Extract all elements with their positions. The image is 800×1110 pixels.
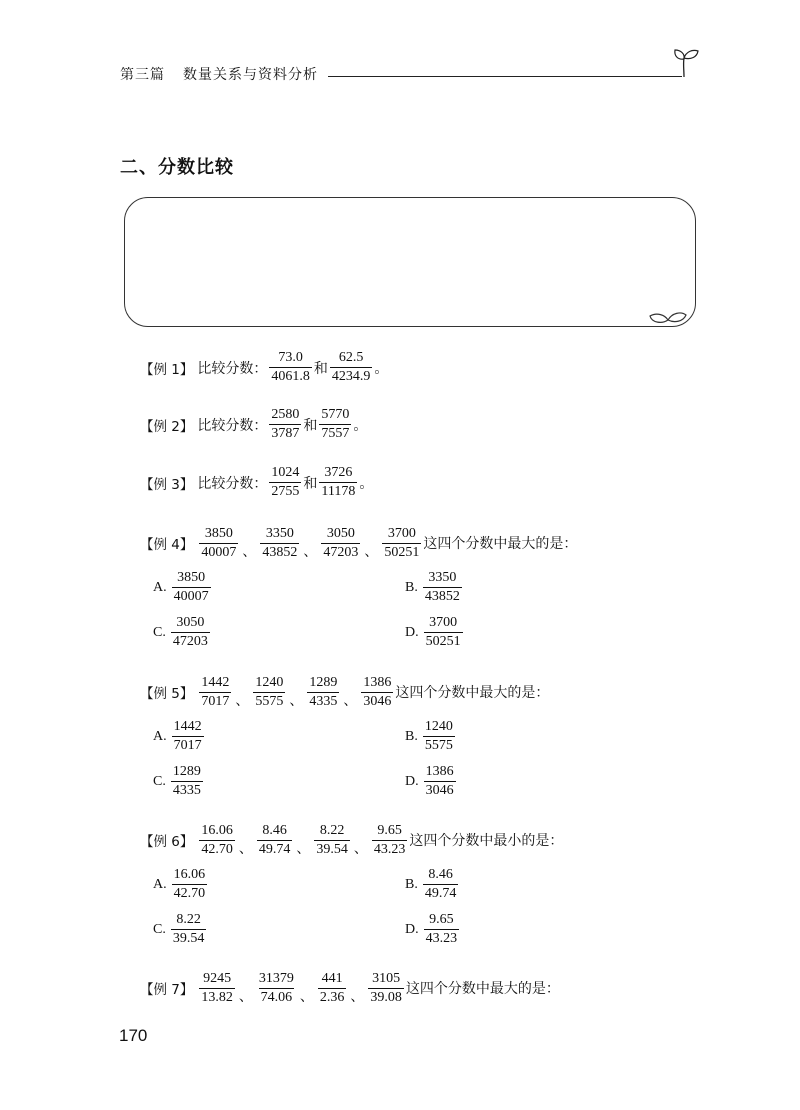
- option-label: B.: [405, 876, 418, 892]
- fraction: [423, 570, 462, 605]
- numerator: 31379: [258, 970, 294, 986]
- example-3: [140, 465, 373, 500]
- sprout-icon: [672, 46, 700, 78]
- joiner: 、: [364, 544, 379, 560]
- example-4: [140, 525, 577, 561]
- suffix: 。: [353, 417, 368, 434]
- option-label: D.: [405, 624, 419, 640]
- joiner: 、: [238, 989, 253, 1005]
- denominator: 39.54: [172, 931, 205, 946]
- numerator: 3050: [326, 525, 355, 541]
- joiner: 、: [296, 841, 311, 857]
- option-label: B.: [405, 579, 418, 595]
- fraction: [199, 675, 231, 710]
- denominator: 42.70: [201, 841, 233, 857]
- numerator: 3726: [324, 465, 353, 480]
- joiner: 和: [303, 417, 318, 434]
- numerator: 8.46: [428, 867, 453, 882]
- example-tag: 【例 4】: [140, 537, 194, 553]
- header-part: 第三篇: [120, 67, 165, 83]
- example-prompt: 比较分数：: [197, 360, 268, 377]
- example-tag: 【例 6】: [140, 834, 194, 850]
- fraction: [424, 764, 456, 799]
- numerator: 3350: [265, 525, 294, 541]
- denominator: 43.23: [425, 931, 458, 946]
- fraction: [321, 526, 360, 561]
- denominator: 5575: [255, 693, 284, 709]
- example-2: [140, 407, 367, 442]
- option-b[interactable]: [405, 867, 460, 902]
- denominator: 11178: [321, 484, 356, 499]
- example-tag: 【例 1】: [140, 361, 194, 378]
- fraction: [172, 867, 208, 902]
- denominator: 43852: [424, 589, 460, 604]
- example-prompt: 比较分数：: [197, 475, 268, 492]
- fraction: [199, 971, 235, 1006]
- fraction: [382, 526, 421, 561]
- numerator: 1289: [172, 764, 201, 779]
- fraction: [269, 407, 301, 442]
- fraction: [260, 526, 299, 561]
- fraction: [424, 615, 463, 650]
- fraction: [269, 465, 301, 500]
- joiner: 和: [303, 475, 318, 492]
- joiner: 、: [343, 693, 358, 709]
- denominator: 4335: [172, 783, 201, 798]
- option-a[interactable]: [153, 570, 213, 605]
- example-tag: 【例 2】: [140, 418, 194, 435]
- fraction: [372, 823, 408, 858]
- fraction: [269, 350, 312, 385]
- denominator: 40007: [201, 544, 237, 560]
- denominator: 50251: [425, 634, 461, 649]
- denominator: 2.36: [319, 989, 345, 1005]
- numerator: 441: [321, 970, 343, 986]
- numerator: 3700: [429, 615, 458, 630]
- numerator: 9.65: [429, 912, 454, 927]
- fraction: [307, 675, 339, 710]
- page-number: 170: [119, 1026, 148, 1045]
- denominator: 47203: [172, 634, 208, 649]
- example-tag: 【例 5】: [140, 686, 194, 702]
- suffix: 这四个分数中最大的是：: [405, 981, 560, 997]
- denominator: 43852: [262, 544, 298, 560]
- fraction: [172, 570, 211, 605]
- option-b[interactable]: [405, 570, 464, 605]
- fraction: [330, 350, 373, 385]
- fraction: [423, 867, 459, 902]
- denominator: 74.06: [260, 989, 293, 1005]
- option-label: D.: [405, 921, 419, 937]
- option-c[interactable]: [153, 912, 208, 947]
- numerator: 62.5: [338, 350, 364, 365]
- suffix: 这四个分数中最大的是：: [395, 685, 550, 701]
- fraction: [257, 823, 293, 858]
- joiner: 、: [235, 693, 250, 709]
- denominator: 43.23: [373, 841, 406, 857]
- option-a[interactable]: [153, 719, 206, 754]
- option-label: A.: [153, 876, 167, 892]
- numerator: 1024: [271, 465, 300, 480]
- fraction: [171, 912, 207, 947]
- running-header: [120, 64, 318, 84]
- denominator: 39.54: [316, 841, 348, 857]
- numerator: 2580: [271, 407, 300, 422]
- numerator: 16.06: [173, 867, 206, 882]
- numerator: 1386: [363, 674, 392, 690]
- denominator: 50251: [384, 544, 420, 560]
- fraction: [171, 764, 203, 799]
- denominator: 5575: [424, 738, 453, 753]
- denominator: 7017: [173, 738, 202, 753]
- denominator: 2755: [271, 484, 300, 499]
- denominator: 3046: [363, 693, 392, 709]
- option-label: A.: [153, 728, 167, 744]
- option-label: C.: [153, 921, 166, 937]
- denominator: 3787: [271, 426, 300, 441]
- numerator: 5770: [321, 407, 350, 422]
- example-prompt: 比较分数：: [197, 417, 268, 434]
- header-chapter: 数量关系与资料分析: [183, 67, 318, 83]
- example-7: [140, 970, 560, 1006]
- option-label: D.: [405, 773, 419, 789]
- option-label: A.: [153, 579, 167, 595]
- option-label: B.: [405, 728, 418, 744]
- numerator: 73.0: [278, 350, 303, 365]
- example-tag: 【例 3】: [140, 476, 194, 493]
- header-rule: [328, 76, 682, 77]
- numerator: 9.65: [377, 822, 402, 838]
- denominator: 7017: [201, 693, 230, 709]
- option-d[interactable]: [405, 764, 458, 799]
- example-tag: 【例 7】: [140, 982, 194, 998]
- joiner: 、: [350, 989, 365, 1005]
- fraction: [171, 615, 210, 650]
- suffix: 这四个分数中最小的是：: [409, 833, 564, 849]
- numerator: 3350: [428, 570, 457, 585]
- fraction: [253, 675, 285, 710]
- option-a[interactable]: [153, 867, 209, 902]
- suffix: 。: [374, 360, 389, 377]
- numerator: 1240: [424, 719, 453, 734]
- denominator: 39.08: [370, 989, 402, 1005]
- fraction: [199, 526, 238, 561]
- denominator: 4061.8: [271, 369, 310, 384]
- numerator: 3105: [372, 970, 401, 986]
- fraction: [199, 823, 235, 858]
- joiner: 、: [353, 841, 368, 857]
- numerator: 1442: [173, 719, 202, 734]
- numerator: 1442: [201, 674, 230, 690]
- fraction: [314, 823, 350, 858]
- option-c[interactable]: [153, 615, 212, 650]
- option-d[interactable]: [405, 615, 465, 650]
- option-c[interactable]: [153, 764, 205, 799]
- joiner: 、: [289, 693, 304, 709]
- section-title: 二、分数比较: [120, 157, 234, 178]
- numerator: 16.06: [201, 822, 233, 838]
- joiner: 和: [313, 360, 328, 377]
- fraction: [318, 971, 347, 1006]
- denominator: 3046: [425, 783, 454, 798]
- suffix: 这四个分数中最大的是：: [423, 536, 578, 552]
- example-1: [140, 350, 388, 385]
- fraction: [172, 719, 204, 754]
- leaf-icon: [648, 308, 688, 324]
- numerator: 8.22: [319, 822, 345, 838]
- option-label: C.: [153, 773, 166, 789]
- numerator: 1240: [255, 674, 284, 690]
- denominator: 49.74: [258, 841, 291, 857]
- fraction: [368, 971, 404, 1006]
- numerator: 1289: [309, 674, 338, 690]
- numerator: 3850: [204, 525, 233, 541]
- denominator: 4335: [309, 693, 338, 709]
- denominator: 13.82: [201, 989, 233, 1005]
- numerator: 3700: [387, 525, 416, 541]
- numerator: 1386: [425, 764, 454, 779]
- numerator: 9245: [203, 970, 232, 986]
- example-5: [140, 674, 549, 710]
- fraction: [423, 719, 455, 754]
- denominator: 40007: [173, 589, 209, 604]
- numerator: 8.46: [262, 822, 287, 838]
- denominator: 4234.9: [331, 369, 371, 384]
- joiner: 、: [238, 841, 253, 857]
- denominator: 42.70: [173, 886, 206, 901]
- option-b[interactable]: [405, 719, 457, 754]
- fraction: [424, 912, 460, 947]
- option-d[interactable]: [405, 912, 461, 947]
- numerator: 8.22: [176, 912, 201, 927]
- joiner: 、: [303, 544, 318, 560]
- fraction: [257, 971, 296, 1006]
- numerator: 3050: [176, 615, 205, 630]
- option-label: C.: [153, 624, 166, 640]
- denominator: 7557: [321, 426, 350, 441]
- notes-box: [124, 197, 696, 327]
- denominator: 47203: [323, 544, 359, 560]
- fraction: [361, 675, 393, 710]
- numerator: 3850: [177, 570, 206, 585]
- denominator: 49.74: [424, 886, 457, 901]
- joiner: 、: [299, 989, 314, 1005]
- fraction: [319, 407, 351, 442]
- joiner: 、: [242, 544, 257, 560]
- fraction: [319, 465, 357, 500]
- example-6: [140, 822, 563, 858]
- suffix: 。: [359, 475, 374, 492]
